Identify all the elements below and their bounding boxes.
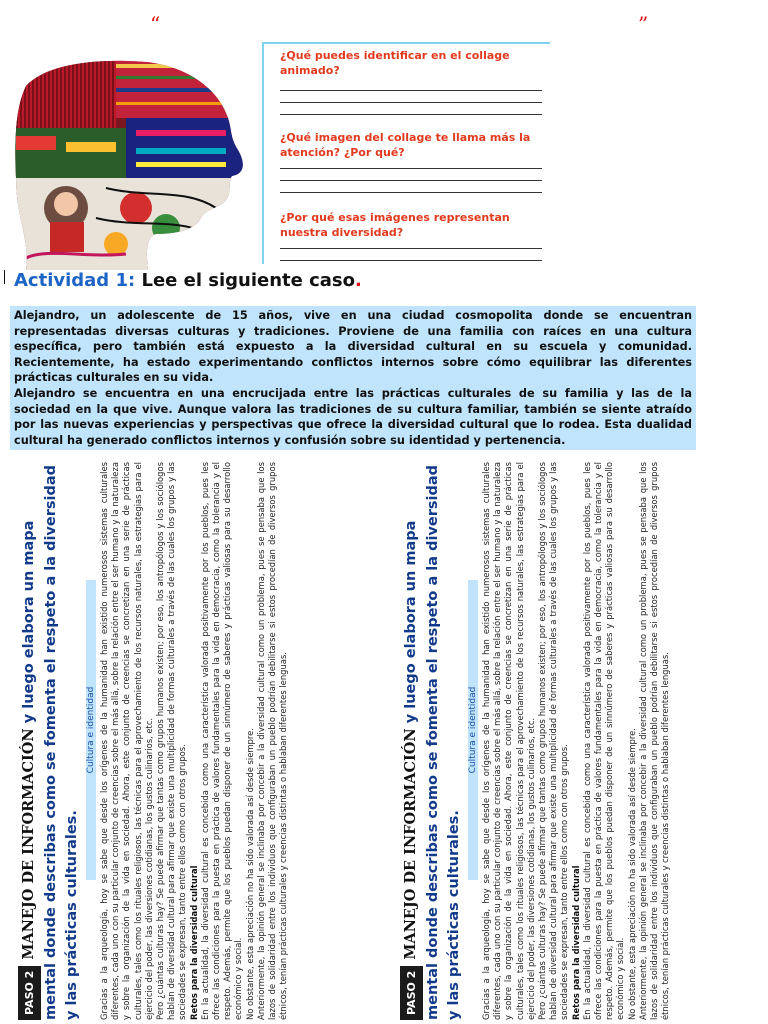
answer-line[interactable]: [280, 180, 542, 181]
questions-box: [262, 42, 550, 264]
paso-instruction: y luego elabora un mapa mental donde describas como se fomenta el respeto a la diversidad y las prácticas culturales.: [403, 464, 462, 1020]
method-title: MANEJO DE INFORMACIÓN: [402, 728, 419, 960]
reading-text: [481, 462, 671, 1020]
question-1: ¿Qué puedes identificar en el collage animado?: [280, 49, 510, 77]
question-3: ¿Por qué esas imágenes representan nuestra diversidad?: [280, 211, 510, 239]
paso-heading: [400, 462, 465, 1020]
paragraph: Gracias a la arqueología, hoy se sabe que desde los orígenes de la humanidad han existido numerosos sistemas culturales diferentes, cada uno con su particular conjunto de creencias sobre el más allá, sobre la relación entre el ser humano y la naturaleza y sobre la organización de la vida en sociedad. Ahora, este conjunto de creencias se concretizan en una serie de prácticas culturales, tales como los rituales religiosos, las técnicas para el aprovechamiento de los recursos naturales, las estrategias para el ejercicio del poder, las diversiones cotidianas, los gustos culinarios, etc.: [99, 462, 154, 1020]
section-title: Retos para la diversidad cultural: [570, 865, 581, 1020]
activity-text: Lee el siguiente caso: [141, 270, 356, 291]
answer-line[interactable]: [280, 248, 542, 249]
answer-line[interactable]: [280, 192, 542, 193]
close-quote: ”: [638, 12, 649, 36]
case-paragraph: Alejandro, un adolescente de 15 años, vive en una ciudad cosmopolita donde se encuentran representadas diversas culturas y tradiciones. Proviene de una familia con raíces en una cultura específica, pero también está expuesto a la diversidad cultural en su escuela y comunidad. Recientemente, ha estado experimentando conflictos internos sobre cómo equilibrar las diferentes prácticas culturales en su vida.: [14, 309, 692, 385]
paragraph: Gracias a la arqueología, hoy se sabe que desde los orígenes de la humanidad han existido numerosos sistemas culturales diferentes, cada uno con su particular conjunto de creencias sobre el más allá, sobre la relación entre el ser humano y la naturaleza y sobre la organización de la vida en sociedad. Ahora, este conjunto de creencias se concretizan en una serie de prácticas culturales, tales como los rituales religiosos, las técnicas para el aprovechamiento de los recursos naturales, las estrategias para el ejercicio del poder, las diversiones cotidianas, los gustos culinarios, etc.: [481, 462, 536, 1020]
paso-heading: [18, 462, 83, 1020]
collage-image: [6, 58, 254, 270]
subtitle: Cultura e identidad: [86, 580, 96, 880]
answer-line[interactable]: [280, 260, 542, 261]
text-cursor: [4, 270, 5, 284]
section-title: Retos para la diversidad cultural: [188, 865, 199, 1020]
paragraph: En la actualidad, la diversidad cultural es concebida como una característica valorada positivamente por los pueblos, pues les ofrece las condiciones para la puesta en práctica de valores fundamentales para la vida en democracia, como la tolerancia y el respeto. Además, permite que los pueblos puedan disponer de un sinnúmero de saberes y prácticas valiosas para su desarrollo económico y social.: [199, 462, 244, 1020]
paragraph: Anteriormente, la opinión general se inclinaba por concebir a la diversidad cultural como un problema, pues se pensaba que los lazos de solidaridad entre los individuos que configuraban un pueblo podrían debilitarse si estos procedían de diversos grupos étnicos, tenían prácticas culturales y creencias distintas o hablaban diferentes lenguas.: [255, 462, 289, 1020]
answer-line[interactable]: [280, 114, 542, 115]
paragraph: En la actualidad, la diversidad cultural es concebida como una característica valorada positivamente por los pueblos, pues les ofrece las condiciones para la puesta en práctica de valores fundamentales para la vida en democracia, como la tolerancia y el respeto. Además, permite que los pueblos puedan disponer de un sinnúmero de saberes y prácticas valiosas para su desarrollo económico y social.: [581, 462, 626, 1020]
paragraph: No obstante, esta apreciación no ha sido valorada así desde siempre.: [626, 728, 637, 1020]
paso-instruction: y luego elabora un mapa mental donde describas como se fomenta el respeto a la diversidad y las prácticas culturales.: [21, 464, 80, 1020]
method-title: MANEJO DE INFORMACIÓN: [20, 728, 37, 960]
paso-block: [18, 462, 356, 1020]
answer-line[interactable]: [280, 102, 542, 103]
activity-heading: [14, 270, 362, 291]
case-paragraph: Alejandro se encuentra en una encrucijada entre las prácticas culturales de su familia y las de la sociedad en la que vive. Aunque valora las tradiciones de su cultura familiar, también se siente atraído por las nuevas experiencias y perspectivas que ofrece la diversidad cultural que lo rodea. Esta dualidad cultural ha generado conflictos internos y confusión sobre su identidad y pertenencia.: [14, 386, 692, 447]
paragraph: Anteriormente, la opinión general se inclinaba por concebir a la diversidad cultural como un problema, pues se pensaba que los lazos de solidaridad entre los individuos que configuraban un pueblo podrían debilitarse si estos procedían de diversos grupos étnicos, tenían prácticas culturales y creencias distintas o hablaban diferentes lenguas.: [637, 462, 671, 1020]
answer-line[interactable]: [280, 90, 542, 91]
activity-label: Actividad 1:: [14, 270, 136, 291]
open-quote: “: [150, 12, 161, 36]
paso-badge: PASO 2: [400, 966, 423, 1020]
subtitle: Cultura e identidad: [468, 580, 478, 880]
case-text-box: [10, 306, 696, 450]
answer-line[interactable]: [280, 168, 542, 169]
paso-block: [400, 462, 738, 1020]
paso-badge: PASO 2: [18, 966, 41, 1020]
activity-dot: .: [355, 270, 362, 291]
paragraph: Pero ¿cuántas culturas hay? Se puede afirmar que tantas como grupos humanos existen; por eso, los antropólogos y los sociólogos hablan de diversidad cultural para afirmar que existe una multiplicidad de formas culturales a través de las cuales los grupos y las sociedades se expresan, tanto entre ellos como con otros grupos.: [155, 462, 188, 1020]
question-2: ¿Qué imagen del collage te llama más la atención? ¿Por qué?: [280, 131, 531, 159]
paragraph: No obstante, esta apreciación no ha sido valorada así desde siempre.: [244, 728, 255, 1020]
paragraph: Pero ¿cuántas culturas hay? Se puede afirmar que tantas como grupos humanos existen; por eso, los antropólogos y los sociólogos hablan de diversidad cultural para afirmar que existe una multiplicidad de formas culturales a través de las cuales los grupos y las sociedades se expresan, tanto entre ellos como con otros grupos.: [537, 462, 570, 1020]
reading-text: [99, 462, 289, 1020]
